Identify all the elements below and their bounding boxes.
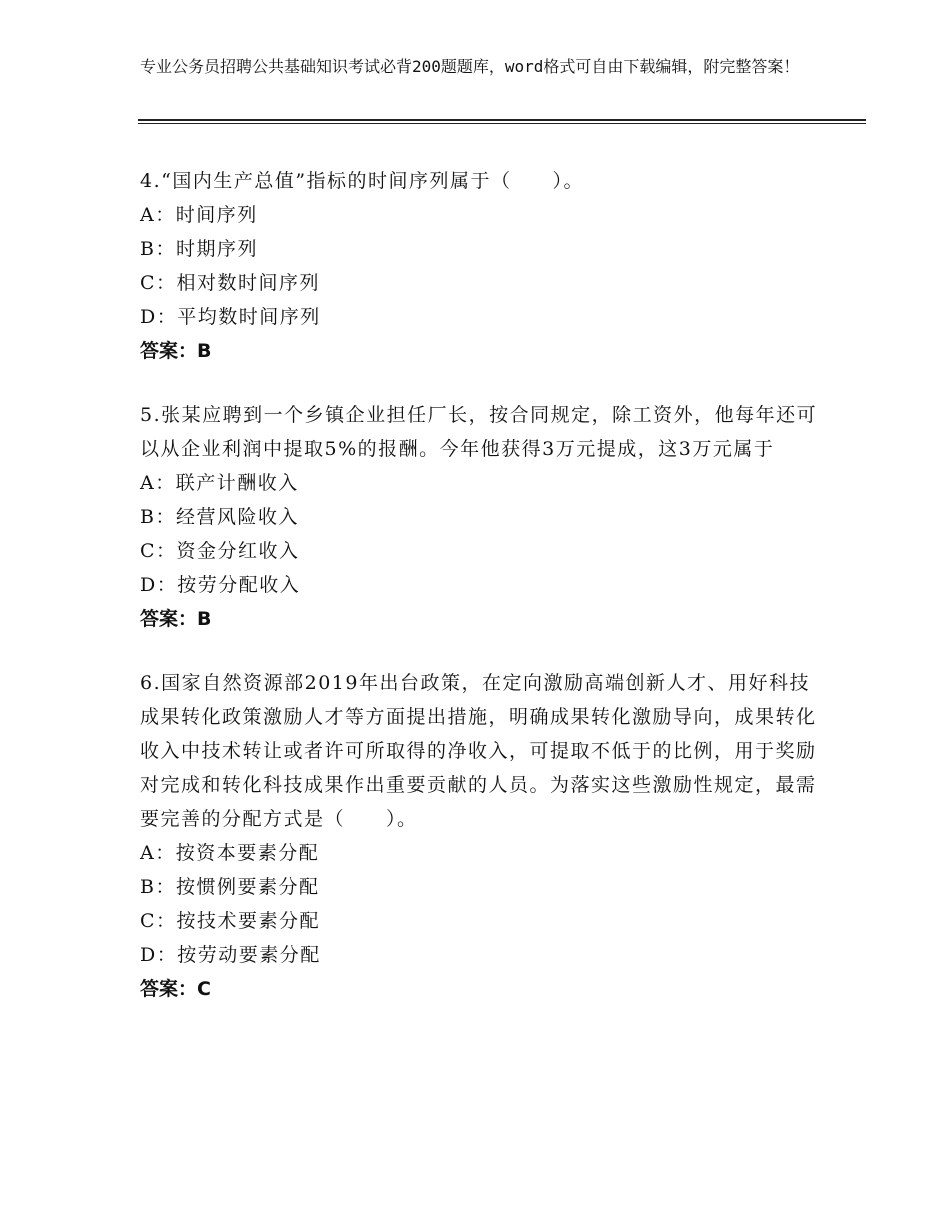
option-a: A：按资本要素分配: [140, 842, 320, 864]
option-c: C：按技术要素分配: [140, 910, 321, 932]
answer: 答案：B: [140, 608, 212, 630]
question-6: [140, 666, 820, 1006]
option-b: B：经营风险收入: [140, 506, 299, 528]
option-c: C：相对数时间序列: [140, 272, 321, 294]
question-list: [140, 164, 820, 1036]
option-d: D：按劳分配收入: [140, 574, 301, 596]
question-stem: 6.国家自然资源部2019年出台政策，在定向激励高端创新人才、用好科技成果转化政策激励人才等方面提出措施，明确成果转化激励导向，成果转化收入中技术转让或者许可所取得的净收入，可提取不低于的比例，用于奖励对完成和转化科技成果作出重要贡献的人员。为落实这些激励性规定，最需要完善的分配方式是（ ）。: [140, 672, 817, 830]
header-rule-thick: [138, 119, 866, 121]
question-stem: 5.张某应聘到一个乡镇企业担任厂长，按合同规定，除工资外，他每年还可以从企业利润中提取5%的报酬。今年他获得3万元提成，这3万元属于: [140, 404, 818, 460]
question-5: [140, 398, 820, 636]
option-d: D：平均数时间序列: [140, 306, 321, 328]
option-d: D：按劳动要素分配: [140, 944, 321, 966]
option-a: A：联产计酬收入: [140, 472, 299, 494]
option-b: B：按惯例要素分配: [140, 876, 320, 898]
answer: 答案：B: [140, 340, 212, 362]
option-b: B：时期序列: [140, 238, 258, 260]
option-c: C：资金分红收入: [140, 540, 300, 562]
document-header: 专业公务员招聘公共基础知识考试必背200题题库，word格式可自由下载编辑，附完整答案！: [140, 57, 800, 76]
header-rule-thin: [138, 123, 866, 124]
option-a: A：时间序列: [140, 204, 258, 226]
question-stem: 4.“国内生产总值”指标的时间序列属于（ ）。: [140, 170, 585, 192]
question-4: [140, 164, 820, 368]
answer: 答案：C: [140, 978, 211, 1000]
